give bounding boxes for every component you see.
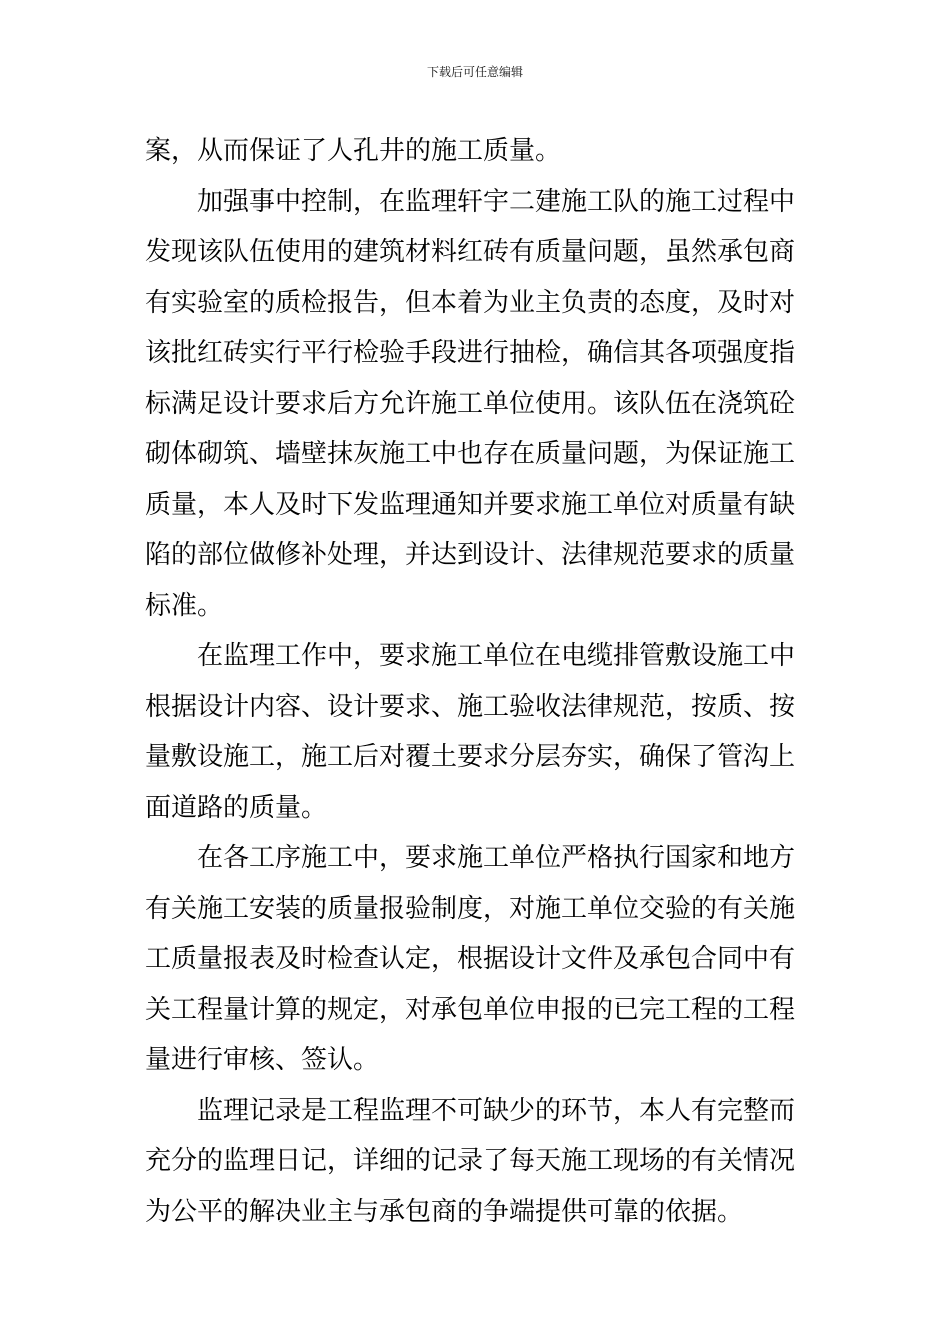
text-line: 工质量报表及时检查认定，根据设计文件及承包合同中有 (145, 944, 796, 974)
paragraph (145, 177, 805, 632)
text-line: 有关施工安装的质量报验制度，对施工单位交验的有关施 (145, 893, 796, 924)
paragraph (145, 631, 805, 833)
text-line: 量敷设施工，施工后对覆土要求分层夯实，确保了管沟上 (145, 742, 796, 772)
paragraph (145, 1086, 805, 1238)
text-line: 量进行审核、签认。 (145, 1045, 380, 1075)
paragraph (145, 126, 805, 177)
text-line: 标满足设计要求后方允许施工单位使用。该队伍在浇筑砼 (145, 388, 796, 419)
text-line: 为公平的解决业主与承包商的争端提供可靠的依据。 (145, 1196, 744, 1227)
text-line: 质量，本人及时下发监理通知并要求施工单位对质量有缺 (145, 489, 796, 520)
paragraph (145, 833, 805, 1086)
text-line: 砌体砌筑、墙壁抹灰施工中也存在质量问题，为保证施工 (145, 439, 796, 469)
text-line: 在各工序施工中，要求施工单位严格执行国家和地方 (197, 843, 796, 873)
text-line: 标准。 (145, 590, 224, 621)
text-line: 案，从而保证了人孔井的施工质量。 (145, 136, 562, 166)
text-line: 发现该队伍使用的建筑材料红砖有质量问题，虽然承包商 (145, 237, 796, 267)
text-line: 关工程量计算的规定，对承包单位申报的已完工程的工程 (145, 994, 796, 1025)
text-line: 该批红砖实行平行检验手段进行抽检，确信其各项强度指 (145, 338, 796, 368)
text-line: 根据设计内容、设计要求、施工验收法律规范，按质、按 (145, 691, 796, 722)
text-line: 充分的监理日记，详细的记录了每天施工现场的有关情况 (145, 1146, 796, 1176)
text-line: 在监理工作中，要求施工单位在电缆排管敷设施工中 (197, 641, 796, 671)
document-body (145, 126, 805, 1237)
page-header: 下载后可任意编辑 (426, 65, 523, 79)
text-line: 有实验室的质检报告，但本着为业主负责的态度，及时对 (145, 287, 796, 318)
text-line: 面道路的质量。 (145, 792, 328, 823)
text-line: 陷的部位做修补处理，并达到设计、法律规范要求的质量 (145, 540, 796, 570)
text-line: 监理记录是工程监理不可缺少的环节，本人有完整而 (197, 1095, 796, 1126)
text-line: 加强事中控制，在监理轩宇二建施工队的施工过程中 (197, 186, 796, 217)
